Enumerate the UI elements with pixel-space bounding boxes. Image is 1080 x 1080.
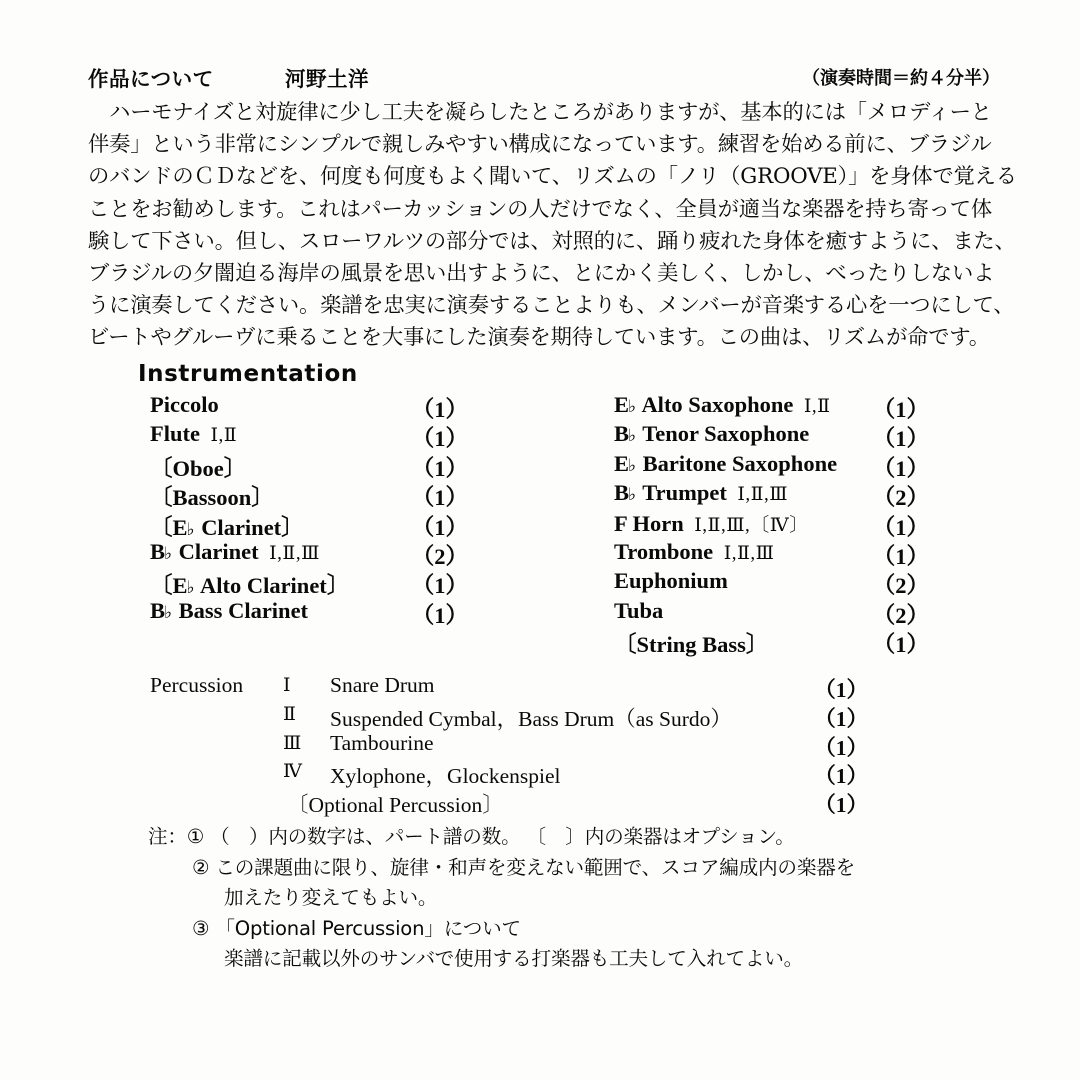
instrument-count: （1） — [872, 543, 929, 569]
instrument-label: Baritone Saxophone — [642, 450, 838, 476]
instrument-pitch: B — [150, 538, 166, 564]
percussion-instrument: Snare Drum — [330, 673, 435, 697]
percussion-count: （1） — [814, 678, 868, 702]
instrument-label: Bass Clarinet — [178, 597, 309, 623]
instrument-row — [150, 539, 468, 568]
instrument-pitch: E — [614, 392, 630, 417]
instrument-count: （1） — [411, 455, 468, 481]
instrument-label: Tenor Saxophone — [642, 421, 810, 447]
instrumentation-right-column — [614, 392, 929, 657]
instrument-count: （1） — [872, 397, 929, 422]
instrument-row — [614, 627, 929, 656]
instrument-count: （1） — [411, 485, 468, 511]
instrument-name — [150, 539, 320, 565]
instrument-row — [150, 598, 468, 627]
percussion-instrument: 〔Optional Percussion〕 — [287, 793, 504, 818]
percussion-count: （1） — [814, 764, 868, 789]
instrument-row — [614, 539, 929, 568]
instrument-row — [150, 392, 468, 421]
instrument-row — [150, 451, 468, 480]
instrument-row — [614, 568, 929, 597]
paragraph-line: のバンドのＣＤなどを、何度も何度もよく聞いて、リズムの「ノリ（GROOVE）」を身体で覚える — [88, 164, 1017, 190]
instrument-row — [150, 568, 468, 597]
percussion-instrument: Suspended Cymbal，Bass Drum（as Surdo） — [330, 706, 732, 731]
instrument-name: 〔Oboe〕 — [150, 455, 247, 481]
instrument-pitch: E — [172, 514, 188, 540]
instrument-parts: Ⅰ,Ⅱ — [210, 425, 238, 447]
note-line: 楽譜に記載以外のサンバで使用する打楽器も工夫して入れてよい。 — [224, 947, 804, 971]
instrument-row — [614, 510, 929, 539]
instrument-row — [614, 480, 929, 509]
instrument-name: Tuba — [614, 597, 664, 623]
percussion-instrument: Tambourine — [330, 730, 434, 755]
instrument-count: （1） — [411, 397, 468, 422]
instrument-pitch: B — [614, 421, 630, 447]
instrument-parts: Ⅰ,Ⅱ,Ⅲ — [269, 542, 320, 564]
flat-symbol: ♭ — [628, 485, 637, 505]
percussion-instrument: Xylophone，Glockenspiel — [330, 764, 561, 789]
instrument-label: Clarinet — [178, 538, 259, 564]
instrument-row — [614, 451, 929, 480]
instrument-pitch: E — [614, 450, 630, 476]
instrument-label: Trumpet — [642, 480, 727, 506]
instrument-name: 〔String Bass〕 — [614, 632, 769, 658]
instrument-count: （1） — [872, 514, 929, 540]
percussion-label: Percussion — [150, 673, 244, 697]
percussion-numeral: Ⅱ — [283, 703, 296, 725]
paragraph-line: 験して下さい。但し、スローワルツの部分では、対照的に、踊り疲れた身体を癒すように、また、 — [88, 228, 1016, 254]
instrument-name — [614, 392, 831, 418]
flat-symbol: ♭ — [186, 578, 195, 598]
page-title: 作品について — [88, 67, 214, 91]
flat-symbol: ♭ — [628, 397, 637, 416]
flat-symbol: ♭ — [628, 426, 637, 446]
flat-symbol: ♭ — [628, 455, 637, 475]
instrument-count: （2） — [411, 543, 468, 569]
instrument-label: Flute — [150, 421, 200, 447]
notes-section — [148, 822, 978, 975]
instrument-label: Clarinet — [201, 514, 282, 540]
paragraph-line: ビートやグルーヴに乗ることを大事にした演奏を期待しています。この曲は、リズムが命です。 — [88, 325, 990, 351]
percussion-row — [150, 759, 868, 788]
instrument-name — [614, 451, 837, 477]
instrument-name: 〔E♭ Alto Clarinet〕 — [150, 573, 350, 599]
instrument-parts: Ⅰ,Ⅱ,Ⅲ — [723, 542, 775, 564]
instrument-pitch: E — [172, 573, 188, 599]
percussion-row — [150, 731, 868, 760]
instrument-name: 〔Bassoon〕 — [150, 485, 274, 511]
percussion-count: （1） — [814, 793, 868, 818]
percussion-numeral: Ⅳ — [283, 761, 302, 783]
instrument-pitch: B — [614, 480, 630, 506]
percussion-section — [150, 673, 868, 817]
instrument-parts: Ⅰ,Ⅱ,Ⅲ,〔Ⅳ〕 — [694, 514, 809, 536]
instrument-parts: Ⅰ,Ⅱ — [803, 396, 831, 417]
instrument-count: （2） — [872, 602, 929, 628]
percussion-numeral: Ⅲ — [283, 732, 302, 754]
instrument-name — [614, 421, 809, 447]
instrument-parts: Ⅰ,Ⅱ,Ⅲ — [737, 484, 789, 506]
instrument-count: （1） — [411, 514, 468, 540]
flat-symbol: ♭ — [164, 543, 173, 563]
paragraph-line: ブラジルの夕闇迫る海岸の風景を思い出すように、とにかく美しく、しかし、べったりしないよ — [88, 261, 995, 287]
instrument-name — [150, 421, 237, 447]
instrument-name: 〔E♭ Clarinet〕 — [150, 514, 304, 540]
instrument-row — [614, 392, 929, 421]
paragraph-line: ことをお勧めします。これはパーカッションの人だけでなく、全員が適当な楽器を持ち寄って体 — [88, 196, 992, 222]
instrument-row — [614, 421, 929, 450]
instrument-name — [614, 510, 809, 537]
composer-name: 河野土洋 — [285, 67, 369, 91]
paragraph-line: うに演奏してください。楽譜を忠実に演奏することよりも、メンバーが音楽する心を一つにして、 — [88, 293, 1015, 319]
note-line: 注：① （ ）内の数字は、パート譜の数。 〔 〕内の楽器はオプション。 — [148, 825, 795, 848]
instrument-name — [614, 480, 788, 506]
flat-symbol: ♭ — [186, 519, 195, 539]
instrument-count: （1） — [411, 573, 468, 599]
instrument-label: Alto Saxophone — [641, 392, 794, 417]
note-line: ② この課題曲に限り、旋律・和声を変えない範囲で、スコア編成内の楽器を — [192, 855, 855, 879]
instrument-count: （2） — [872, 485, 929, 511]
instrument-count: （1） — [872, 632, 929, 658]
instrumentation-left-column — [150, 392, 468, 627]
instrument-count: （1） — [411, 602, 468, 628]
instrument-row — [150, 421, 468, 450]
instrument-row — [614, 598, 929, 627]
instrument-row — [150, 480, 468, 509]
instrument-label: Alto Clarinet — [199, 573, 327, 599]
instrument-name — [614, 539, 774, 565]
instrumentation-heading: Instrumentation — [138, 361, 358, 387]
instrument-count: （1） — [411, 426, 468, 452]
instrument-name — [150, 598, 308, 624]
instrument-label: F Horn — [614, 510, 684, 536]
paragraph-line: ハーモナイズと対旋律に少し工夫を凝らしたところがありますが、基本的には「メロディーと — [88, 100, 992, 125]
instrument-row — [150, 510, 468, 539]
instrument-name: Piccolo — [150, 392, 219, 417]
header — [88, 62, 1000, 92]
percussion-count: （1） — [814, 706, 868, 731]
percussion-count: （1） — [814, 735, 868, 760]
note-line: 加えたり変えてもよい。 — [224, 886, 438, 910]
percussion-row — [150, 702, 868, 731]
paragraph-line: 伴奏」という非常にシンプルで親しみやすい構成になっています。練習を始める前に、ブラジル — [88, 132, 992, 158]
percussion-optional-row — [150, 788, 868, 817]
program-note-paragraph — [88, 97, 1017, 355]
percussion-row — [150, 673, 868, 702]
instrument-pitch: B — [150, 597, 166, 623]
performance-duration: （演奏時間＝約４分半） — [802, 68, 1000, 89]
note-line: ③ 「Optional Percussion」について — [192, 916, 521, 940]
instrument-count: （2） — [872, 573, 929, 599]
flat-symbol: ♭ — [164, 602, 173, 622]
instrument-name: Euphonium — [614, 568, 728, 594]
instrument-count: （1） — [872, 455, 929, 481]
instrument-label: Trombone — [614, 538, 714, 564]
instrument-count: （1） — [872, 426, 929, 452]
percussion-numeral: Ⅰ — [283, 675, 291, 696]
